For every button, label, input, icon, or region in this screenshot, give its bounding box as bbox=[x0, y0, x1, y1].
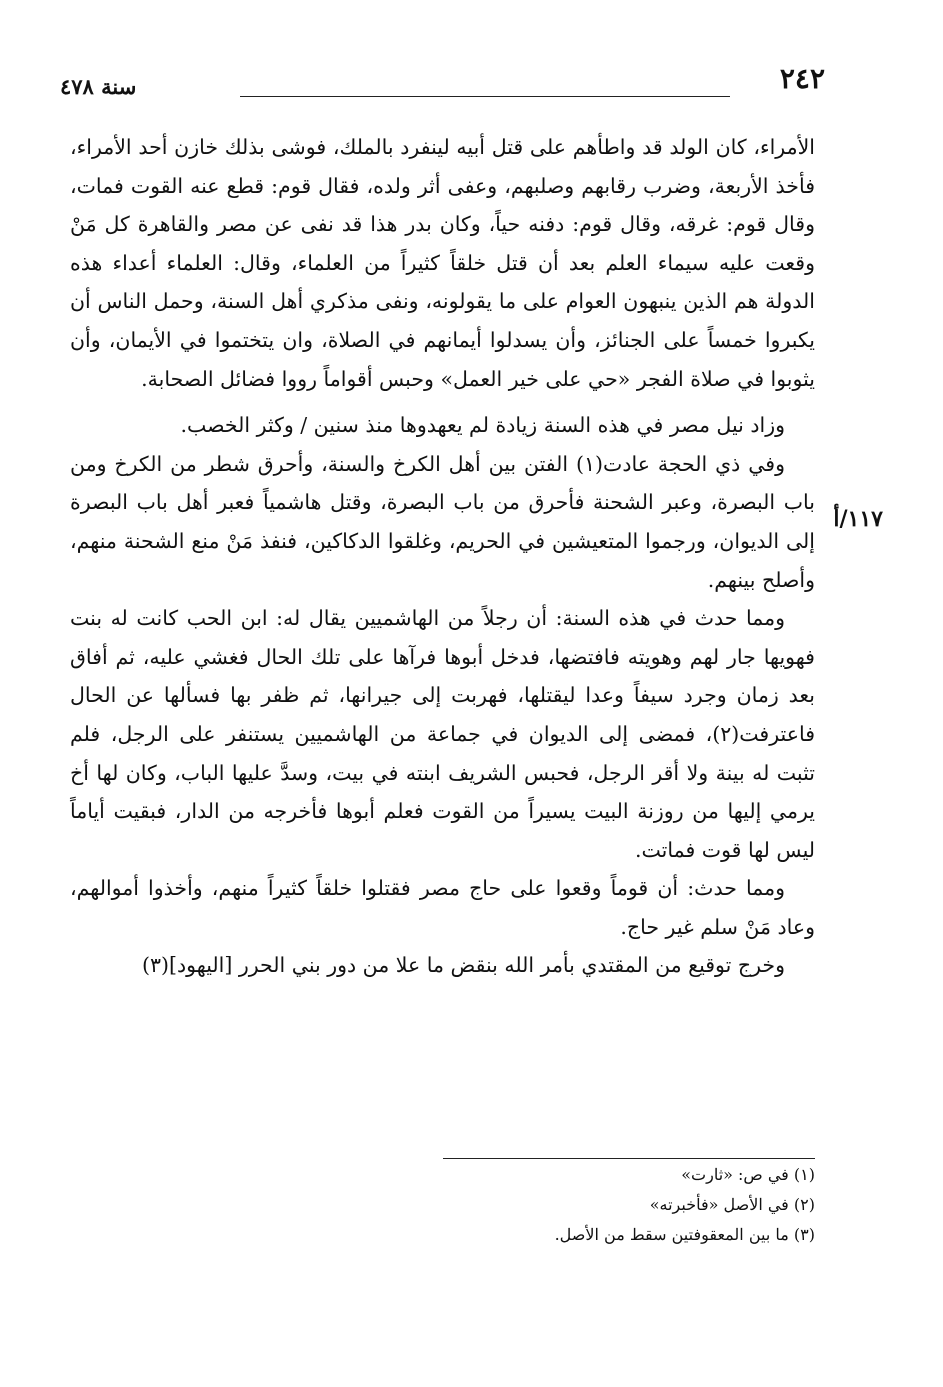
footnote: (١) في ص: «ثارت» bbox=[681, 1165, 815, 1184]
main-text bbox=[70, 128, 815, 985]
manuscript-folio-marker: ١١٧/أ bbox=[833, 506, 883, 532]
paragraph: وخرج توقيع من المقتدي بأمر الله بنقض ما علا من دور بني الحرر [اليهود](٣) bbox=[142, 953, 785, 978]
running-head-year: سنة ٤٧٨ bbox=[60, 74, 137, 99]
page-number: ٢٤٢ bbox=[779, 62, 825, 95]
paragraph: وزاد نيل مصر في هذه السنة زيادة لم يعهدوها منذ سنين / وكثر الخصب. bbox=[180, 413, 785, 438]
footnote-rule bbox=[443, 1158, 815, 1159]
paragraph: ومما حدث: أن قوماً وقعوا على حاج مصر فقتلوا خلقاً كثيراً منهم، وأخذوا أموالهم، وعاد مَنْ سلم غير حاج. bbox=[70, 876, 815, 939]
header-rule bbox=[240, 96, 730, 97]
page-header bbox=[60, 62, 825, 106]
footnote: (٣) ما بين المعقوفتين سقط من الأصل. bbox=[554, 1225, 815, 1244]
paragraph: ومما حدث في هذه السنة: أن رجلاً من الهاشميين يقال له: ابن الحب كانت له بنت فهويها جار لهم وهويته فافتضها، فدخل أبوها فرآها على تلك الحال فغشي عليه، ثم أفاق بعد زمان وجرد سيفاً وعدا ليقتلها، فهربت إلى جيرانها، ثم ظفر بها فسألها عن الحال فاعترفت(٢)، فمضى إلى الديوان في جماعة من الهاشميين يستنفر على الرجل، فلم تثبت له بينة ولا أقر الرجل، فحبس الشريف ابنته في بيت، وسدَّ عليها الباب، وكان لها أخ يرمي إليها من روزنة البيت يسيراً من القوت فعلم أبوها فأخرجه من الدار، فبقيت أياماً ليس لها قوت فماتت. bbox=[70, 606, 815, 862]
paragraph: وفي ذي الحجة عادت(١) الفتن بين أهل الكرخ والسنة، وأحرق شطر من الكرخ ومن باب البصرة، وعبر الشحنة فأحرق من باب البصرة، وقتل هاشمياً فعبر أهل باب البصرة إلى الديوان، ورجموا المتعيشين في الحريم، وغلقوا الدكاكين، فنفذ مَنْ منع الشحنة منهم، وأصلح بينهم. bbox=[70, 451, 815, 592]
footnotes bbox=[70, 1160, 815, 1250]
footnote: (٢) في الأصل «فأخبرته» bbox=[649, 1195, 815, 1214]
paragraph: الأمراء، كان الولد قد واطأهم على قتل أبيه لينفرد بالملك، فوشى بذلك خازن أحد الأمراء، فأخذ الأربعة، وضرب رقابهم وصلبهم، وعفى أثر ولده، فقال قوم: قطع عنه القوت فمات، وقال قوم: غرقه، وقال قوم: دفنه حياً، وكان بدر هذا قد نفى عن مصر والقاهرة كل مَنْ وقعت عليه سيماء العلم بعد أن قتل خلقاً كثيراً من العلماء، وقال: العلماء أعداء هذه الدولة هم الذين ينبهون العوام على ما يقولونه، ونفى مذكري أهل السنة، وحمل الناس أن يكبروا خمساً على الجنائز، وأن يسدلوا أيمانهم في الصلاة، وان يتختموا في الأيمان، وأن يثوبوا في صلاة الفجر «حي على خير العمل» وحبس أقواماً رووا فضائل الصحابة. bbox=[70, 135, 815, 391]
